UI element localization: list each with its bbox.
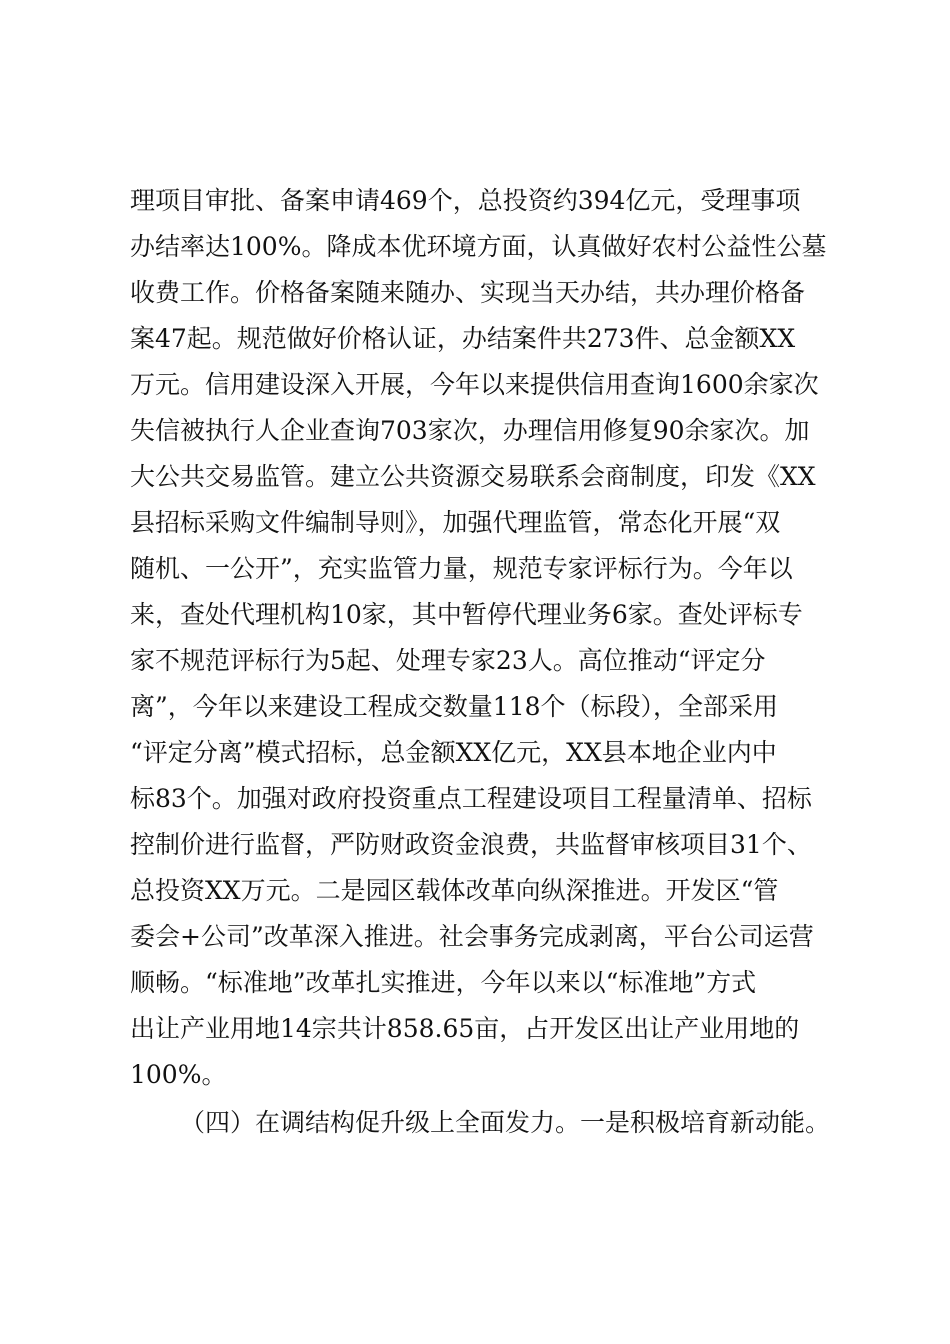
body-line: 出让产业用地14宗共计858.65亩，占开发区出让产业用地的	[130, 1014, 800, 1043]
body-line: 顺畅。“标准地”改革扎实推进，今年以来以“标准地”方式	[130, 968, 757, 997]
body-line: 100%。	[130, 1060, 227, 1089]
body-line: 总投资XX万元。二是园区载体改革向纵深推进。开发区“管	[130, 876, 779, 905]
body-line: 家不规范评标行为5起、处理专家23人。高位推动“评定分	[130, 646, 766, 675]
body-line: 离”，今年以来建设工程成交数量118个（标段），全部采用	[130, 692, 779, 721]
body-line: 收费工作。价格备案随来随办、实现当天办结，共办理价格备	[130, 278, 806, 307]
body-line: 大公共交易监管。建立公共资源交易联系会商制度，印发《XX	[130, 462, 816, 491]
body-line: 理项目审批、备案申请469个，总投资约394亿元，受理事项	[130, 186, 801, 215]
body-line: 办结率达100%。降成本优环境方面，认真做好农村公益性公墓	[130, 232, 827, 261]
body-line: “评定分离”模式招标，总金额XX亿元，XX县本地企业内中	[130, 738, 777, 767]
section-heading: （四）在调结构促升级上全面发力。一是积极培育新动能。	[180, 1108, 831, 1137]
body-line: 控制价进行监督，严防财政资金浪费，共监督审核项目31个、	[130, 830, 812, 859]
body-line: 随机、一公开”，充实监管力量，规范专家评标行为。今年以	[130, 554, 793, 583]
body-line: 来，查处代理机构10家，其中暂停代理业务6家。查处评标专	[130, 600, 803, 629]
body-line: 失信被执行人企业查询703家次，办理信用修复90余家次。加	[130, 416, 810, 445]
body-line: 案47起。规范做好价格认证，办结案件共273件、总金额XX	[130, 324, 796, 353]
body-line: 万元。信用建设深入开展，今年以来提供信用查询1600余家次	[130, 370, 819, 399]
body-line: 标83个。加强对政府投资重点工程建设项目工程量清单、招标	[130, 784, 812, 813]
body-line: 县招标采购文件编制导则》，加强代理监管，常态化开展“双	[130, 508, 781, 537]
body-line: 委会+公司”改革深入推进。社会事务完成剥离，平台公司运营	[130, 922, 814, 951]
